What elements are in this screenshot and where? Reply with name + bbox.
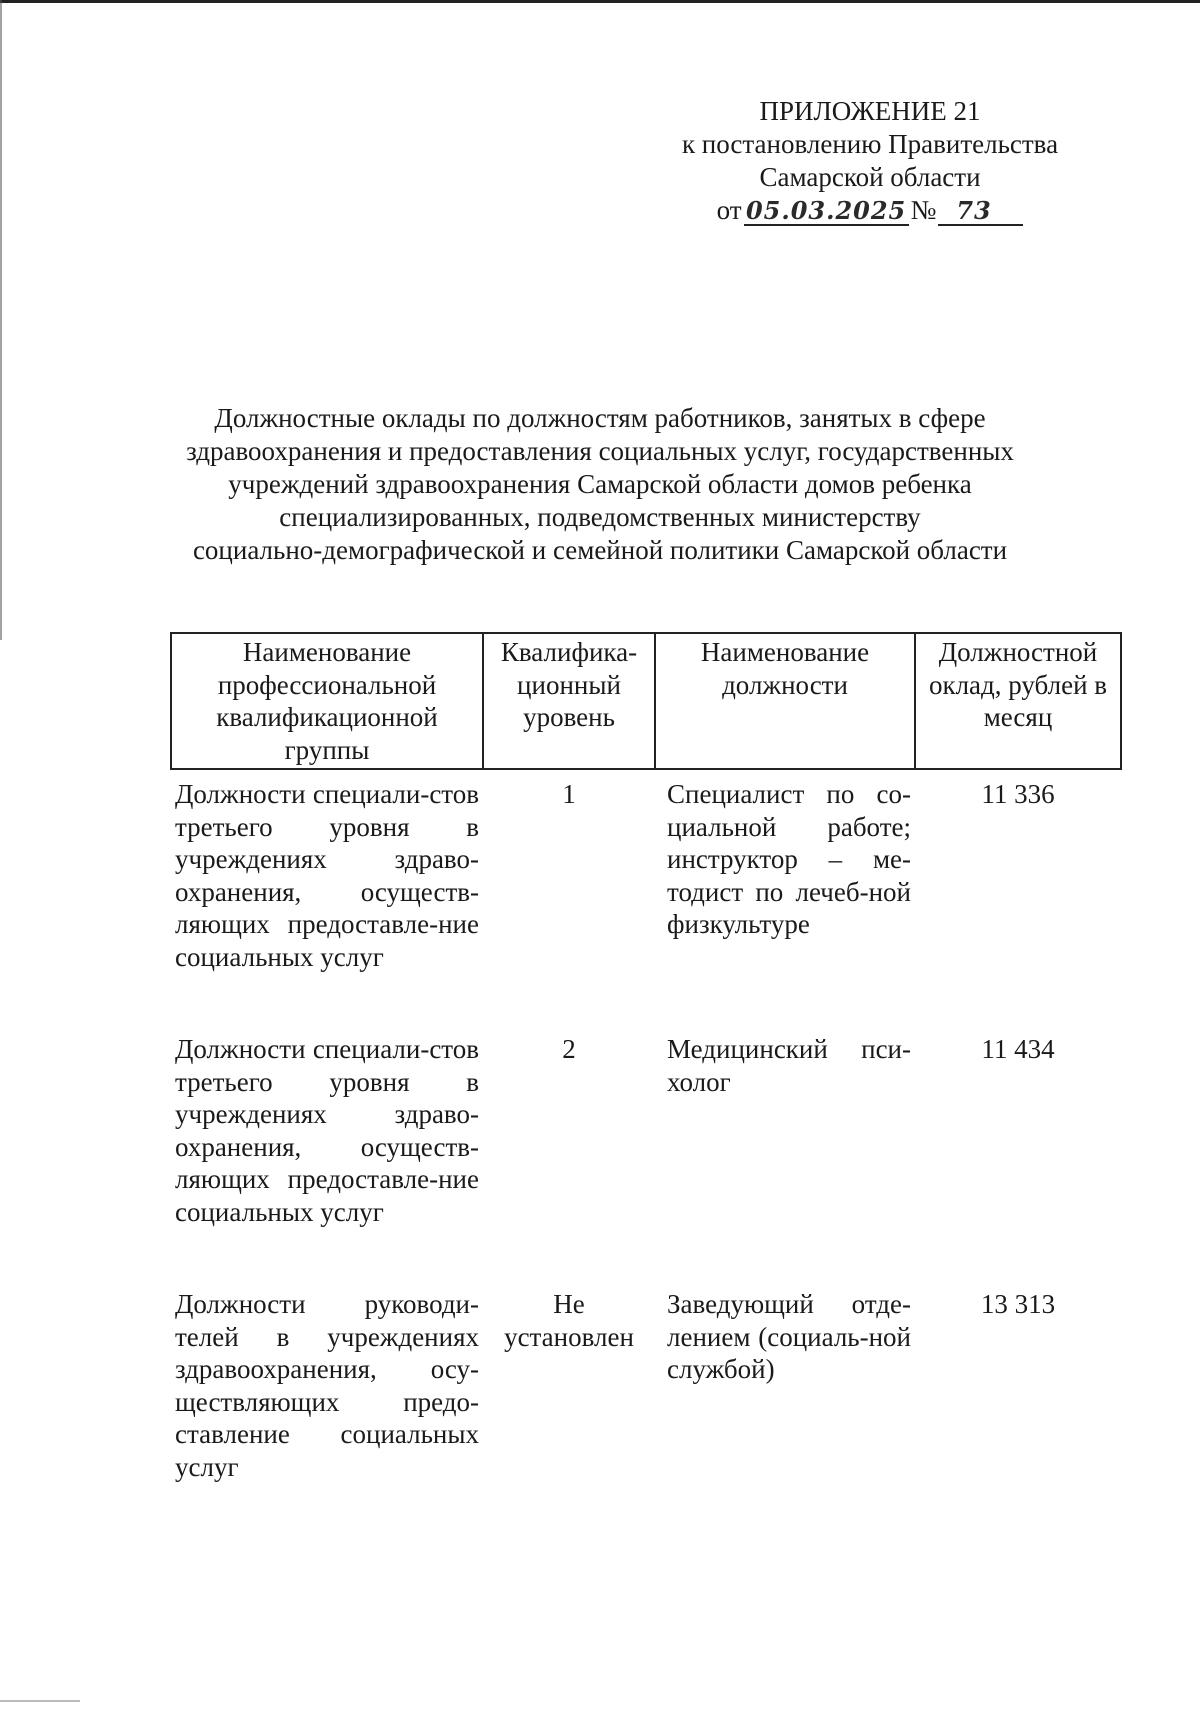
handwritten-number: 73 <box>956 196 992 225</box>
scan-edge-top <box>0 0 1200 3</box>
cell-salary: 11 336 <box>981 779 1055 809</box>
title-line: здравоохранения и предоставления социальных услуг, государственных <box>186 436 1014 466</box>
cell-group: Должности специали-стов третьего уровня в учреждениях здраво-охранения, осуществ-ляющих предоставле-ние социальных услуг <box>175 1034 479 1227</box>
appendix-header <box>620 95 1120 227</box>
header-group: Наименование профессиональной квалификационной группы <box>171 633 483 769</box>
cell-level: 1 <box>562 779 576 809</box>
header-position: Наименование должности <box>655 633 915 769</box>
cell-position: Специалист по со-циальной работе; инструктор – ме-тодист по лечеб-ной физкультуре <box>667 779 911 939</box>
number-underline <box>938 197 1023 226</box>
title-line: Должностные оклады по должностям работников, занятых в сфере <box>214 403 986 433</box>
cell-salary: 13 313 <box>980 1289 1056 1319</box>
date-underline <box>744 197 909 226</box>
header-salary: Должностной оклад, рублей в месяц <box>915 633 1121 769</box>
date-prefix: от <box>716 195 742 225</box>
scan-edge-bottom <box>0 1700 80 1702</box>
cell-position: Медицинский пси-холог <box>667 1034 911 1097</box>
cell-level: 2 <box>562 1034 576 1064</box>
scan-edge-left <box>0 0 2 640</box>
table-row <box>171 1280 1121 1535</box>
handwritten-date: 05.03.2025 <box>745 196 907 225</box>
table-header-row <box>171 633 1121 769</box>
title-line: специализированных, подведомственных министерству <box>279 502 921 532</box>
cell-salary: 11 434 <box>981 1034 1055 1064</box>
appendix-region: Самарской области <box>759 162 981 192</box>
table-row <box>171 769 1121 1025</box>
cell-level: Не установлен <box>504 1289 634 1352</box>
table-row <box>171 1025 1121 1280</box>
appendix-resolution: к постановлению Правительства <box>681 129 1059 159</box>
appendix-title: ПРИЛОЖЕНИЕ 21 <box>759 96 981 126</box>
cell-group: Должности специали-стов третьего уровня в учреждениях здраво-охранения, осуществ-ляющих предоставле-ние социальных услуг <box>175 779 479 972</box>
number-prefix: № <box>910 195 937 225</box>
salary-table <box>170 632 1122 1535</box>
cell-group: Должности руководи-телей в учреждениях здравоохранения, осу-ществляющих предо-ставление социальных услуг <box>175 1289 479 1482</box>
document-title <box>150 402 1050 567</box>
header-level: Квалифика-ционный уровень <box>483 633 655 769</box>
cell-position: Заведующий отде-лением (социаль-ной службой) <box>667 1289 911 1384</box>
title-line: учреждений здравоохранения Самарской области домов ребенка <box>228 469 972 499</box>
title-line: социально-демографической и семейной политики Самарской области <box>192 535 1008 565</box>
appendix-date-number <box>620 194 1120 227</box>
